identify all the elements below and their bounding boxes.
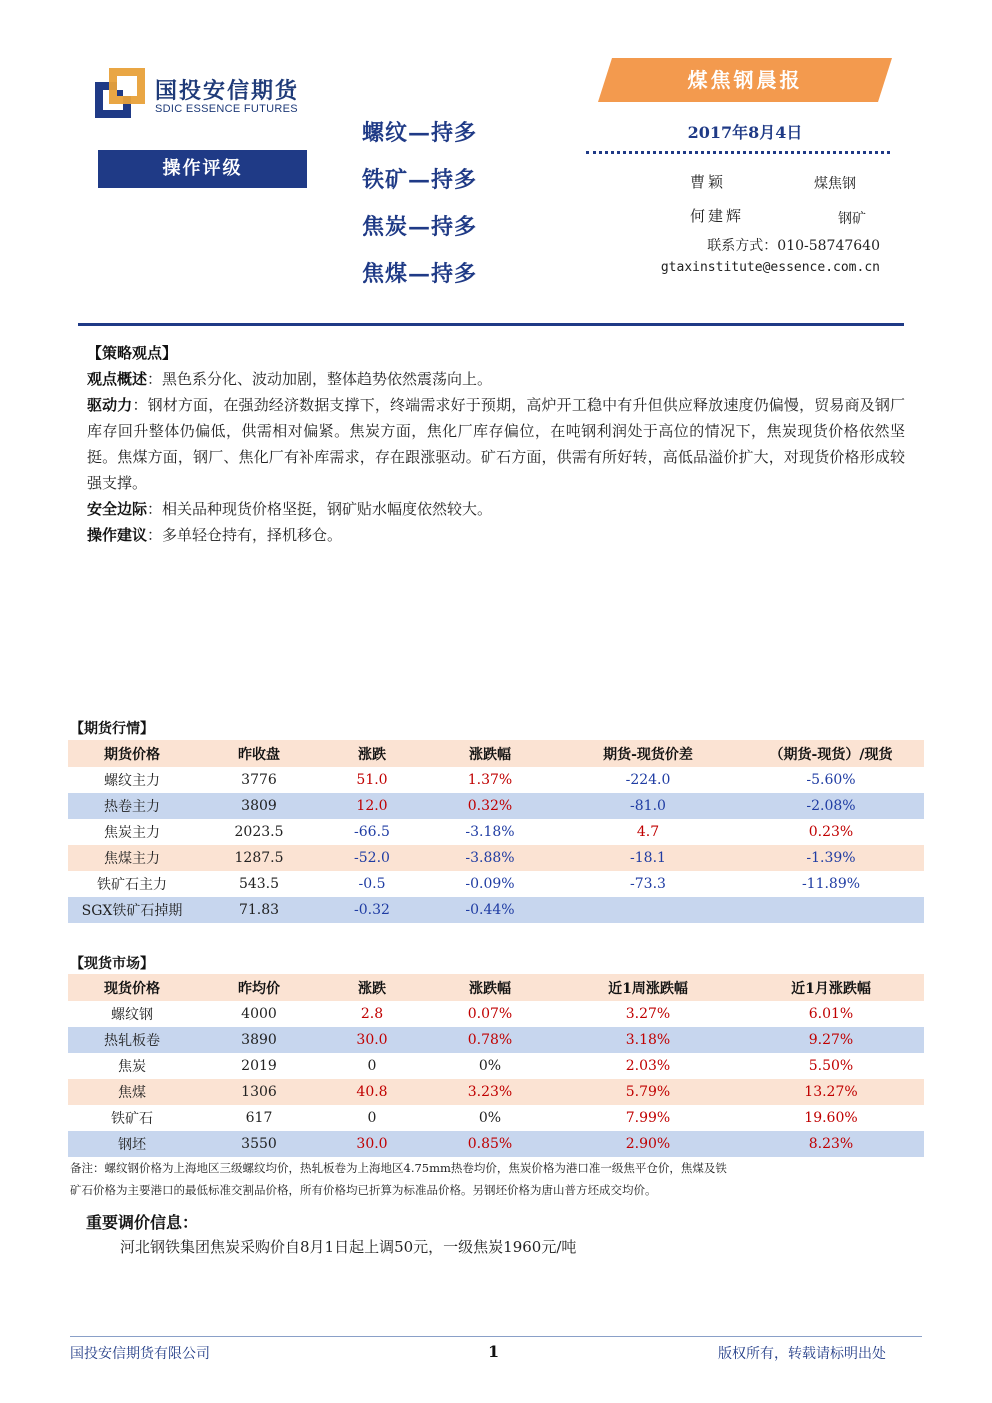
column-header: （期货-现货）/现货 xyxy=(738,740,924,767)
table-cell: 617 xyxy=(196,1105,322,1131)
table-cell: -18.1 xyxy=(558,845,738,871)
strategy-safety-margin xyxy=(87,496,905,522)
analyst-name-1: 曹颖 xyxy=(690,173,727,191)
table-row xyxy=(68,1079,924,1105)
table-cell: 焦炭 xyxy=(68,1053,196,1079)
table-cell: 0.78% xyxy=(422,1027,558,1053)
strategy-text: ：相关品种现货价格坚挺，钢矿贴水幅度依然较大。 xyxy=(147,500,493,518)
futures-heading: 【期货行情】 xyxy=(70,721,154,737)
column-header: 现货价格 xyxy=(68,974,196,1001)
table-cell: 0.85% xyxy=(422,1131,558,1157)
table-cell: 4.7 xyxy=(558,819,738,845)
strategy-overview xyxy=(87,366,905,392)
spot-heading: 【现货市场】 xyxy=(70,956,154,972)
table-cell: 8.23% xyxy=(738,1131,924,1157)
rating-label-box: 操作评级 xyxy=(98,150,307,188)
table-cell: 0 xyxy=(322,1053,422,1079)
spot-note-line-1: 备注：螺纹钢价格为上海地区三级螺纹均价，热轧板卷为上海地区4.75mm热卷均价，焦炭价格为港口准一级焦平仓价，焦煤及铁 xyxy=(70,1161,727,1175)
table-row xyxy=(68,845,924,871)
table-cell: 0.07% xyxy=(422,1001,558,1027)
report-title: 煤焦钢晨报 xyxy=(687,68,803,92)
table-cell: 40.8 xyxy=(322,1079,422,1105)
table-cell: -1.39% xyxy=(738,845,924,871)
table-cell: 0.32% xyxy=(422,793,558,819)
table-cell: 543.5 xyxy=(196,871,322,897)
table-cell: -73.3 xyxy=(558,871,738,897)
table-cell xyxy=(558,897,738,923)
table-row xyxy=(68,1131,924,1157)
strategy-label: 安全边际 xyxy=(87,500,148,518)
table-cell: 19.60% xyxy=(738,1105,924,1131)
table-cell: 3.18% xyxy=(558,1027,738,1053)
column-header: 涨跌幅 xyxy=(422,740,558,767)
table-cell: 71.83 xyxy=(196,897,322,923)
rating-rebar: 螺纹—持多 xyxy=(362,120,478,146)
table-cell: 2023.5 xyxy=(196,819,322,845)
table-cell: 12.0 xyxy=(322,793,422,819)
table-row xyxy=(68,871,924,897)
table-cell: 5.79% xyxy=(558,1079,738,1105)
table-cell: 2019 xyxy=(196,1053,322,1079)
table-cell: -52.0 xyxy=(322,845,422,871)
table-cell: 0% xyxy=(422,1053,558,1079)
table-cell: -81.0 xyxy=(558,793,738,819)
table-cell: 螺纹钢 xyxy=(68,1001,196,1027)
column-header: 昨均价 xyxy=(196,974,322,1001)
table-cell: 1306 xyxy=(196,1079,322,1105)
table-cell: -11.89% xyxy=(738,871,924,897)
table-cell: -3.88% xyxy=(422,845,558,871)
dotted-divider xyxy=(586,151,890,154)
analyst-coverage-2: 钢矿 xyxy=(838,211,866,227)
table-cell: 51.0 xyxy=(322,767,422,793)
analyst-coverage-1: 煤焦钢 xyxy=(814,176,856,192)
table-cell: 6.01% xyxy=(738,1001,924,1027)
footer-company: 国投安信期货有限公司 xyxy=(70,1346,210,1362)
table-cell: -0.09% xyxy=(422,871,558,897)
logo-en-text: SDIC ESSENCE FUTURES xyxy=(155,103,298,115)
table-cell: 2.03% xyxy=(558,1053,738,1079)
strategy-heading: 【策略观点】 xyxy=(87,344,178,362)
column-header: 近1月涨跌幅 xyxy=(738,974,924,1001)
contact-phone: 联系方式：010-58747640 xyxy=(707,238,880,254)
strategy-label: 驱动力 xyxy=(87,396,133,414)
table-cell: -0.32 xyxy=(322,897,422,923)
table-cell: 焦煤 xyxy=(68,1079,196,1105)
table-row xyxy=(68,1105,924,1131)
analyst-name-2: 何建辉 xyxy=(690,207,745,225)
table-cell: 30.0 xyxy=(322,1131,422,1157)
spot-note-line-2: 矿石价格为主要港口的最低标准交割品价格，所有价格均已折算为标准品价格。另钢坯价格为唐山普方坯成交均价。 xyxy=(70,1183,657,1197)
table-row xyxy=(68,897,924,923)
table-cell: 钢坯 xyxy=(68,1131,196,1157)
table-cell: 焦炭主力 xyxy=(68,819,196,845)
strategy-text: ：黑色系分化、波动加剧，整体趋势依然震荡向上。 xyxy=(147,370,493,388)
table-cell: 铁矿石主力 xyxy=(68,871,196,897)
table-cell: 9.27% xyxy=(738,1027,924,1053)
table-cell: 3890 xyxy=(196,1027,322,1053)
table-cell: 2.90% xyxy=(558,1131,738,1157)
footer-divider xyxy=(70,1336,922,1337)
table-cell: 3.27% xyxy=(558,1001,738,1027)
table-cell: 2.8 xyxy=(322,1001,422,1027)
strategy-text: ：钢材方面，在强劲经济数据支撑下，终端需求好于预期，高炉开工稳中有升但供应释放速度仍偏慢，贸易商及钢厂库存回升整体仍偏低，供需相对偏紧。焦炭方面，焦化厂库存偏位，在吨钢利润处于高位的情况下，焦炭现货价格依然坚挺。焦煤方面，钢厂、焦化厂有补库需求，存在跟涨驱动。矿石方面，供需有所好转，高低品溢价扩大，对现货价格形成较强支撑。 xyxy=(87,396,905,492)
table-cell: 0.23% xyxy=(738,819,924,845)
table-cell: -5.60% xyxy=(738,767,924,793)
header-divider xyxy=(78,323,904,326)
rating-coking-coal: 焦煤—持多 xyxy=(362,261,478,287)
table-cell: 螺纹主力 xyxy=(68,767,196,793)
table-cell xyxy=(738,897,924,923)
table-cell: 3550 xyxy=(196,1131,322,1157)
table-cell: 30.0 xyxy=(322,1027,422,1053)
table-cell: 0 xyxy=(322,1105,422,1131)
table-cell: 1.37% xyxy=(422,767,558,793)
table-row xyxy=(68,819,924,845)
column-header: 涨跌 xyxy=(322,974,422,1001)
table-cell: 3776 xyxy=(196,767,322,793)
column-header: 期货-现货价差 xyxy=(558,740,738,767)
report-date: 2017年8月4日 xyxy=(687,123,803,142)
spot-table xyxy=(68,974,924,1157)
table-cell: SGX铁矿石掉期 xyxy=(68,897,196,923)
strategy-suggestion xyxy=(87,522,905,548)
page-number: 1 xyxy=(488,1342,500,1361)
rating-iron-ore: 铁矿—持多 xyxy=(362,167,478,193)
table-cell: 0% xyxy=(422,1105,558,1131)
table-row xyxy=(68,767,924,793)
table-row xyxy=(68,1027,924,1053)
rating-coke: 焦炭—持多 xyxy=(362,214,478,240)
strategy-label: 操作建议 xyxy=(87,526,148,544)
table-cell: 铁矿石 xyxy=(68,1105,196,1131)
strategy-text: ：多单轻仓持有，择机移仓。 xyxy=(147,526,343,544)
table-row xyxy=(68,793,924,819)
table-cell: 热卷主力 xyxy=(68,793,196,819)
table-cell: 13.27% xyxy=(738,1079,924,1105)
table-header-row xyxy=(68,974,924,1001)
company-logo xyxy=(95,68,145,118)
strategy-label: 观点概述 xyxy=(87,370,148,388)
table-cell: 3809 xyxy=(196,793,322,819)
table-header-row xyxy=(68,740,924,767)
column-header: 近1周涨跌幅 xyxy=(558,974,738,1001)
futures-table xyxy=(68,740,924,923)
table-cell: 热轧板卷 xyxy=(68,1027,196,1053)
price-info-heading: 重要调价信息： xyxy=(86,1213,199,1232)
footer-copyright: 版权所有，转载请标明出处 xyxy=(718,1346,886,1362)
table-cell: 4000 xyxy=(196,1001,322,1027)
table-cell: -224.0 xyxy=(558,767,738,793)
table-cell: -0.44% xyxy=(422,897,558,923)
column-header: 涨跌 xyxy=(322,740,422,767)
strategy-driver xyxy=(87,392,905,496)
table-cell: -3.18% xyxy=(422,819,558,845)
table-row xyxy=(68,1053,924,1079)
table-cell: 5.50% xyxy=(738,1053,924,1079)
price-info-text: 河北钢铁集团焦炭采购价自8月1日起上调50元，一级焦炭1960元/吨 xyxy=(120,1238,577,1256)
column-header: 涨跌幅 xyxy=(422,974,558,1001)
table-cell: 焦煤主力 xyxy=(68,845,196,871)
table-cell: -2.08% xyxy=(738,793,924,819)
column-header: 期货价格 xyxy=(68,740,196,767)
table-cell: -66.5 xyxy=(322,819,422,845)
table-cell: 3.23% xyxy=(422,1079,558,1105)
column-header: 昨收盘 xyxy=(196,740,322,767)
table-cell: 7.99% xyxy=(558,1105,738,1131)
logo-cn-text: 国投安信期货 xyxy=(155,79,300,104)
table-cell: -0.5 xyxy=(322,871,422,897)
contact-email[interactable]: gtaxinstitute@essence.com.cn xyxy=(660,260,880,275)
table-row xyxy=(68,1001,924,1027)
table-cell: 1287.5 xyxy=(196,845,322,871)
